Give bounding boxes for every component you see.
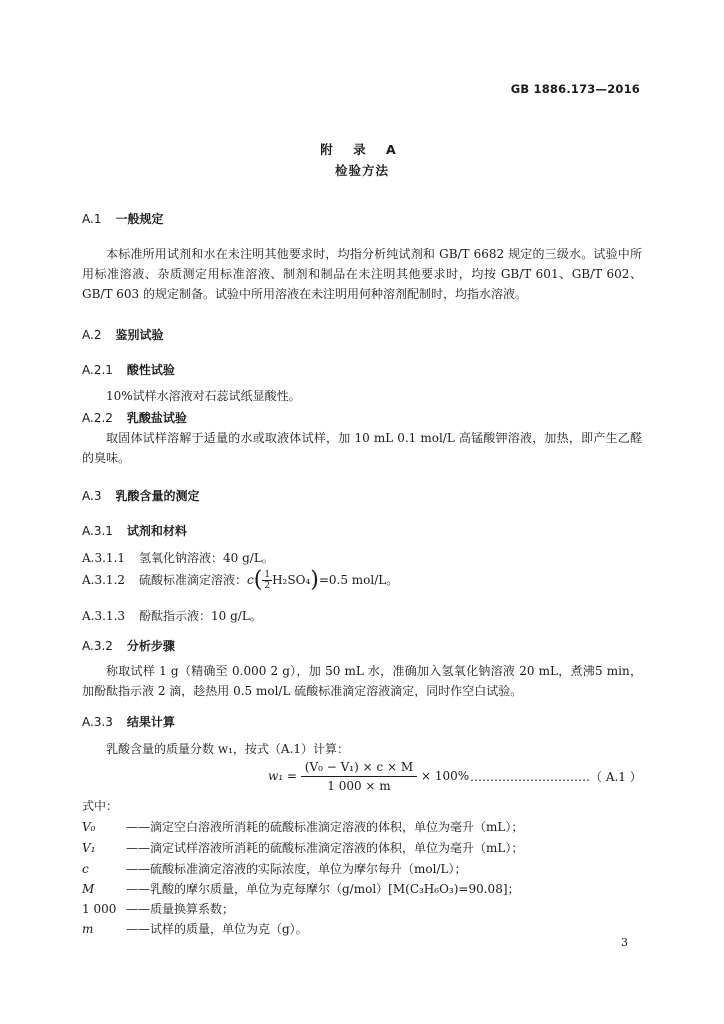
heading-title: 试剂和材料 <box>126 524 187 538</box>
paragraph-procedure: 称取试样 1 g（精确至 0.000 2 g），加 50 mL 水，准确加入氢氧化钠溶液 20 mL，煮沸5 min，加酚酞指示液 2 滴，趁热用 0.5 mol/L 硫酸标准滴定溶液滴定，同时作空白试验。 <box>82 664 642 698</box>
heading-a2 <box>82 326 163 343</box>
heading-a21 <box>82 361 175 378</box>
heading-title: 乳酸盐试验 <box>126 411 187 425</box>
definition-symbol: c <box>82 862 89 876</box>
paragraph-general: 本标准所用试剂和水在未注明其他要求时，均指分析纯试剂和 GB/T 6682 规定的三级水。试验中所用标准溶液、杂质测定用标准溶液、制剂和制品在未注明其他要求时，均按 GB/T 601、GB/T 602、GB/T 603 的规定制备。试验中所用溶液在未注明用何种溶剂配制时，均指水溶液。 <box>82 247 642 301</box>
formula-a1 <box>268 760 469 796</box>
heading-title: 结果计算 <box>126 715 175 729</box>
chemical-formula: H₂SO₄ <box>272 573 311 587</box>
definition-symbol: m <box>82 922 94 936</box>
calc-intro: 乳酸含量的质量分数 w₁，按式（A.1）计算： <box>106 742 350 756</box>
half-fraction: $\frac{1}{2}$ <box>264 570 271 591</box>
heading-title: 鉴别试验 <box>115 328 164 342</box>
definition-text: ——质量换算系数； <box>126 902 235 916</box>
definition-m-mass <box>82 920 308 937</box>
heading-number: A.3.1 <box>82 524 113 538</box>
heading-title: 乳酸含量的测定 <box>115 489 200 503</box>
clause-number: A.3.1.3 <box>82 609 126 623</box>
reagent-text: 氢氧化钠溶液：40 g/L。 <box>139 551 274 565</box>
where-label: 式中： <box>82 799 119 813</box>
definition-symbol: M <box>82 882 95 896</box>
heading-a22 <box>82 409 187 426</box>
appendix-label: 附 录 A <box>320 142 404 157</box>
formula-tail: × 100% <box>420 769 470 783</box>
clause-number: A.3.1.1 <box>82 551 126 565</box>
heading-a3 <box>82 487 199 504</box>
definition-text: ——硫酸标准滴定溶液的实际浓度，单位为摩尔每升（mol/L）； <box>126 862 467 876</box>
heading-number: A.3 <box>82 489 102 503</box>
page-number: 3 <box>621 936 628 949</box>
heading-a31 <box>82 522 187 539</box>
equation-tag: …………………………（ A.1 ） <box>470 770 642 784</box>
heading-a32 <box>82 637 175 654</box>
heading-title: 酸性试验 <box>126 363 175 377</box>
heading-number: A.2.2 <box>82 411 113 425</box>
formula-lhs: w₁ = <box>268 769 297 783</box>
formula-fraction <box>301 760 417 793</box>
definition-symbol: V₀ <box>82 820 96 834</box>
definition-symbol: V₁ <box>82 841 96 855</box>
reagent-prefix: 硫酸标准滴定溶液： <box>139 573 248 587</box>
definition-factor <box>82 900 234 917</box>
definition-text: ——滴定试样溶液所消耗的硫酸标准滴定溶液的体积，单位为毫升（mL）； <box>126 841 524 855</box>
clause-number: A.3.1.2 <box>82 573 126 587</box>
formula-numerator: (V₀ − V₁) × c × M <box>301 760 417 777</box>
heading-number: A.3.2 <box>82 639 113 653</box>
definition-symbol: 1 000 <box>82 902 117 916</box>
reagent-phenolphthalein <box>82 607 262 624</box>
definition-text: ——滴定空白溶液所消耗的硫酸标准滴定溶液的体积，单位为毫升（mL）； <box>126 820 524 834</box>
concentration-symbol: c <box>247 573 254 587</box>
paragraph-acidity: 10%试样水溶液对石蕊试纸显酸性。 <box>106 389 301 403</box>
reagent-h2so4: A.3.1.2 硫酸标准滴定溶液：c( $\frac{1}{2}H_2SO_4)=0.5$ mol/L。 <box>82 567 399 593</box>
definition-v1 <box>82 839 523 856</box>
definition-v0 <box>82 818 523 835</box>
appendix-title: 检验方法 <box>334 163 389 178</box>
heading-a33 <box>82 713 175 730</box>
heading-a1 <box>82 210 163 227</box>
reagent-suffix: =0.5 mol/L。 <box>318 573 399 587</box>
reagent-text: 酚酞指示液：10 g/L。 <box>139 609 262 623</box>
definition-text: ——试样的质量，单位为克（g）。 <box>126 922 308 936</box>
paragraph-lactate: 取固体试样溶解于适量的水或取液体试样，加 10 mL 0.1 mol/L 高锰酸钾溶液，加热，即产生乙醛的臭味。 <box>82 431 642 465</box>
heading-title: 分析步骤 <box>126 639 175 653</box>
formula-denominator: 1 000 × m <box>327 779 391 793</box>
heading-number: A.2.1 <box>82 363 113 377</box>
heading-number: A.1 <box>82 212 102 226</box>
definition-m-molar <box>82 880 520 897</box>
definition-c <box>82 860 466 877</box>
definition-text: ——乳酸的摩尔质量，单位为克每摩尔（g/mol）[M(C₃H₆O₃)=90.08]； <box>126 882 520 896</box>
heading-number: A.2 <box>82 328 102 342</box>
heading-number: A.3.3 <box>82 715 113 729</box>
heading-title: 一般规定 <box>115 212 164 226</box>
standard-number: GB 1886.173—2016 <box>510 82 640 96</box>
reagent-naoh <box>82 549 274 566</box>
